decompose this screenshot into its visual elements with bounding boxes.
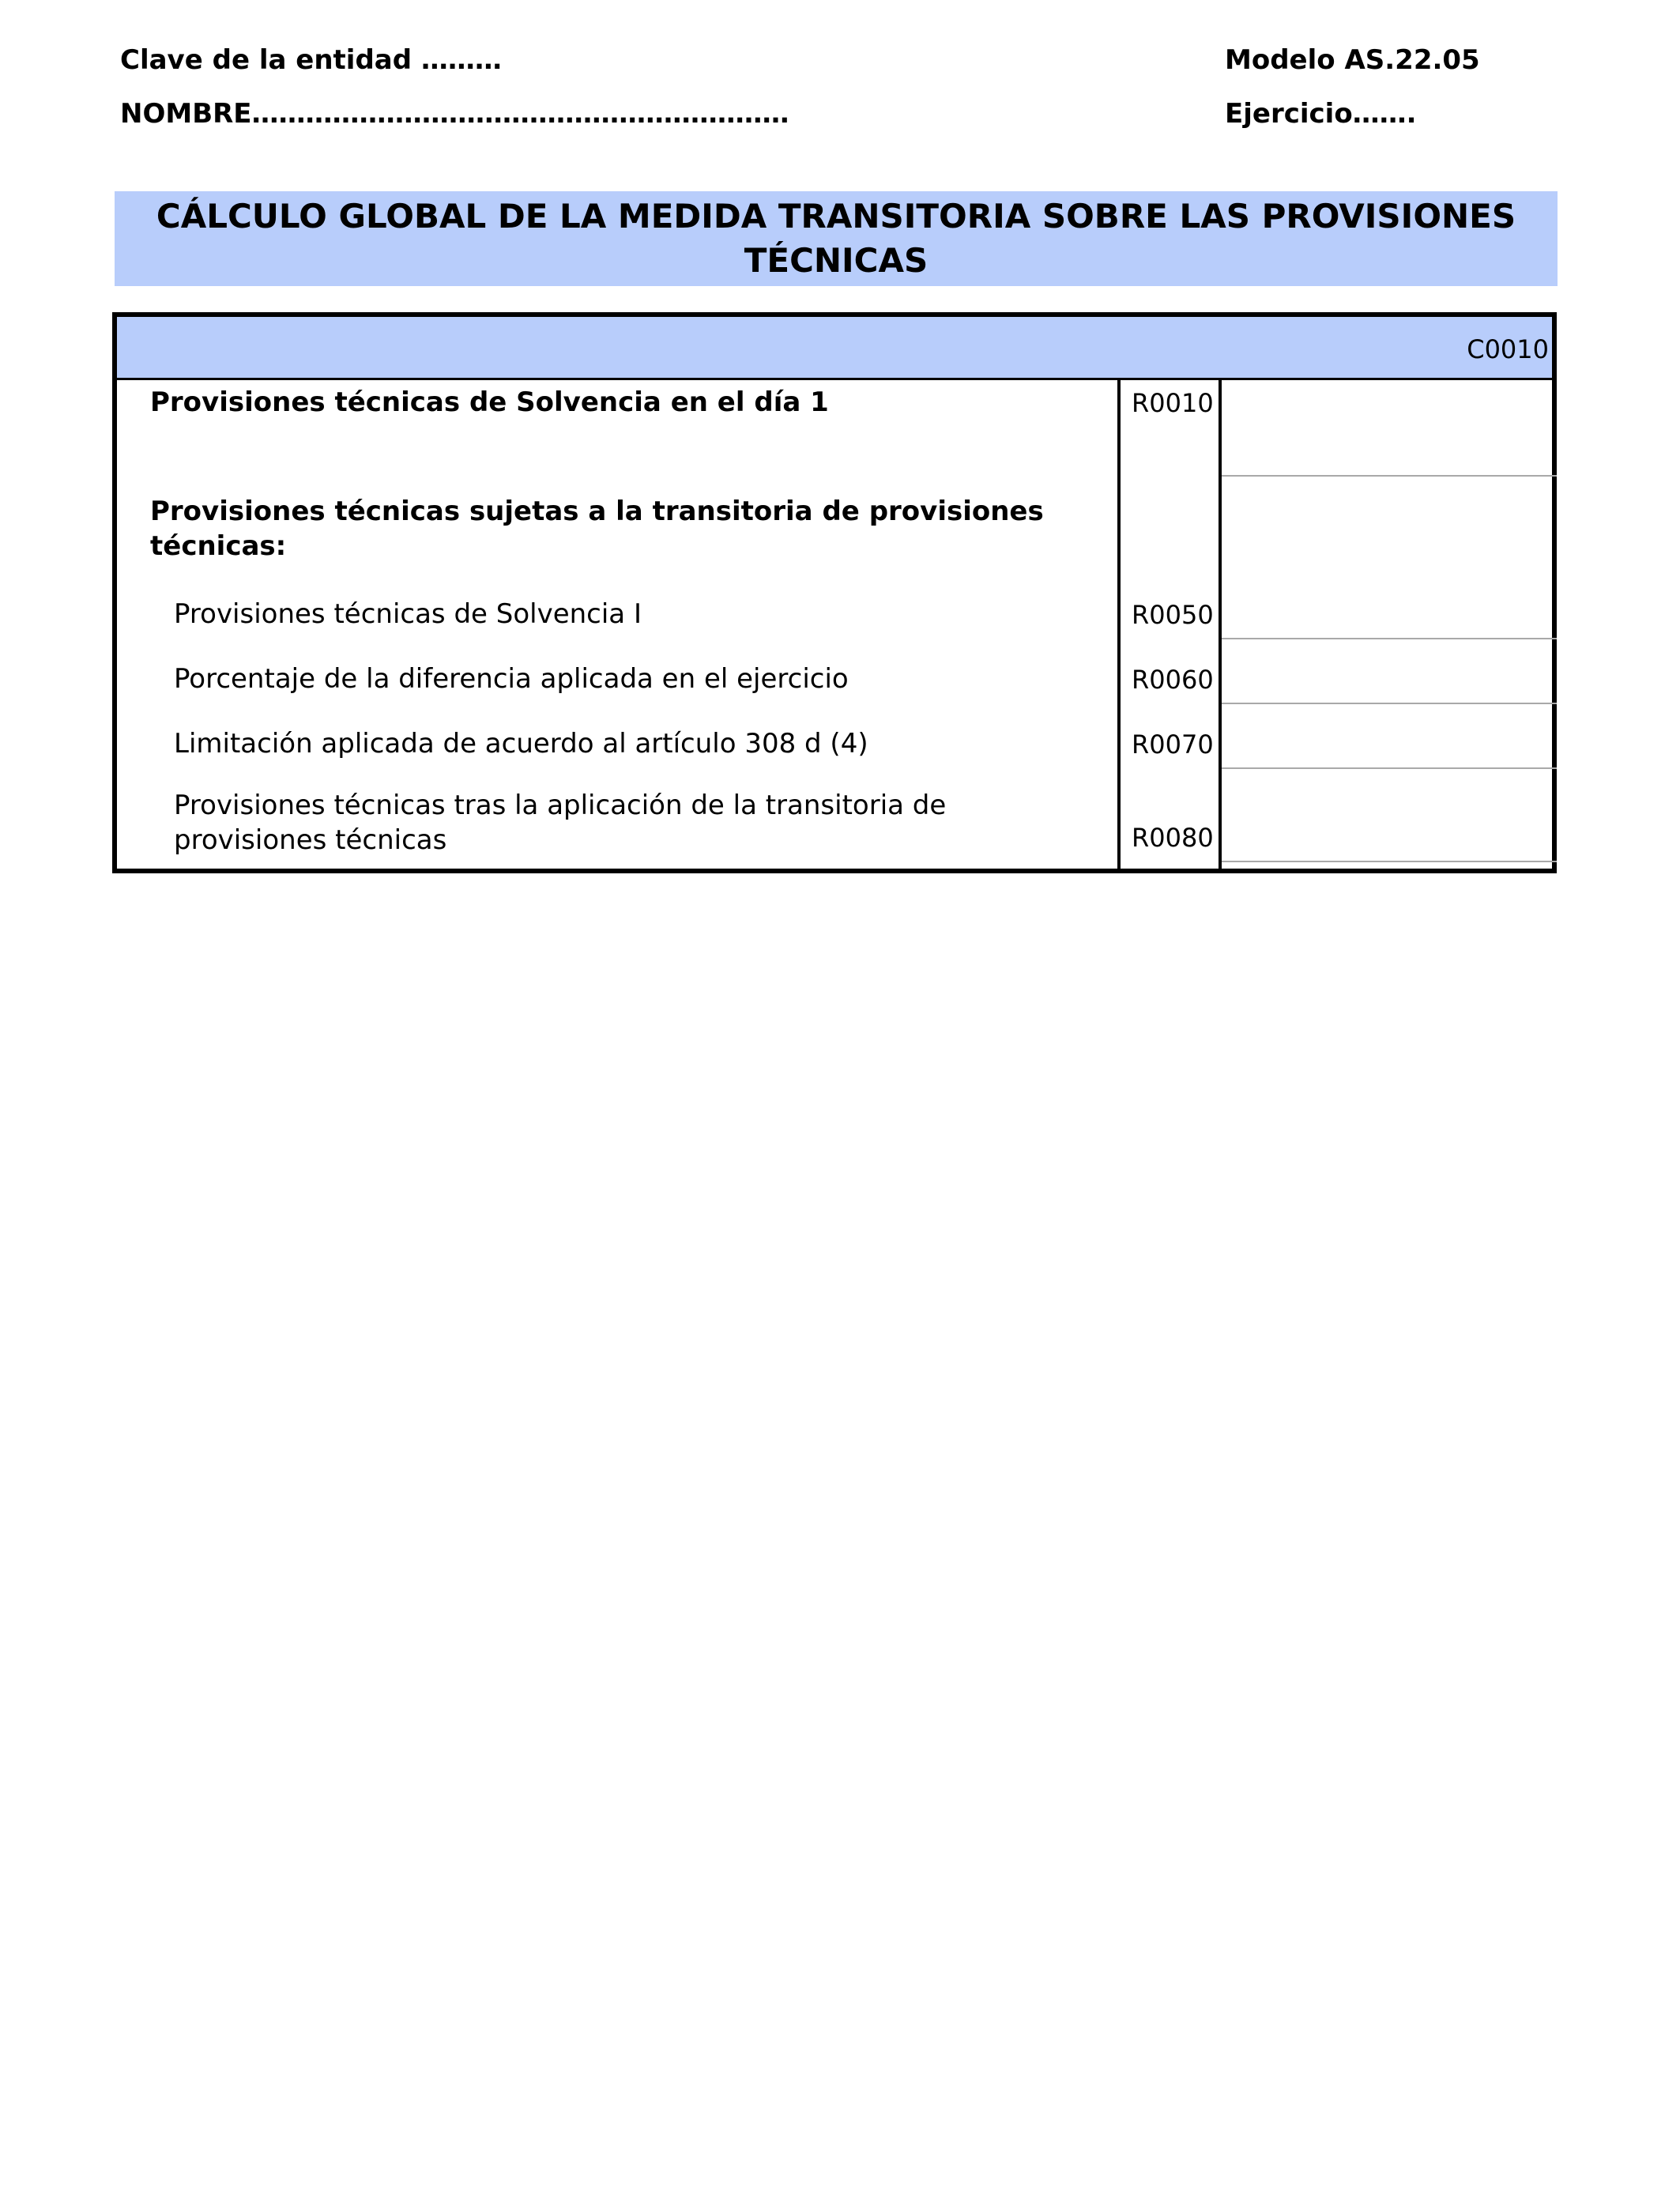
column-code: C0010 [1467,334,1549,364]
value-cell-r0050[interactable] [1222,638,1557,639]
column-divider-values [1219,380,1222,869]
row-code-r0070: R0070 [1132,729,1214,760]
row-label-r0080: Provisiones técnicas tras la aplicación de la transitoria de provisiones técnicas [174,790,947,856]
row-label-r0060: Porcentaje de la diferencia aplicada en el ejercicio [174,663,849,695]
row-code-r0060: R0060 [1132,665,1214,695]
form-title [115,191,1558,286]
row-label-r0070: Limitación aplicada de acuerdo al artículo 308 d (4) [174,728,868,760]
table-header-band [117,317,1552,380]
row-code-r0010: R0010 [1132,388,1214,418]
column-divider-codes [1117,380,1121,869]
form-table [112,312,1557,873]
value-cell-r0070[interactable] [1222,767,1557,769]
row-code-r0080: R0080 [1132,823,1214,853]
value-cell-r0080[interactable] [1222,861,1557,862]
name-field: NOMBRE…………………………………………………… [120,98,789,130]
entity-key-field: Clave de la entidad ……… [120,44,502,76]
fiscal-year-field: Ejercicio……. [1225,98,1417,130]
value-cell-r0010[interactable] [1222,475,1557,477]
form-title-line-1: CÁLCULO GLOBAL DE LA MEDIDA TRANSITORIA SOBRE LAS PROVISIONES [156,197,1516,236]
value-cell-r0060[interactable] [1222,703,1557,704]
row-label-r0050: Provisiones técnicas de Solvencia I [174,598,642,630]
row-label-subtitle: Provisiones técnicas sujetas a la transitoria de provisiones técnicas: [150,496,1044,562]
row-code-r0050: R0050 [1132,600,1214,630]
row-label-r0010: Provisiones técnicas de Solvencia en el día 1 [150,386,829,418]
form-title-line-2: TÉCNICAS [744,241,929,280]
model-code: Modelo AS.22.05 [1225,44,1480,76]
